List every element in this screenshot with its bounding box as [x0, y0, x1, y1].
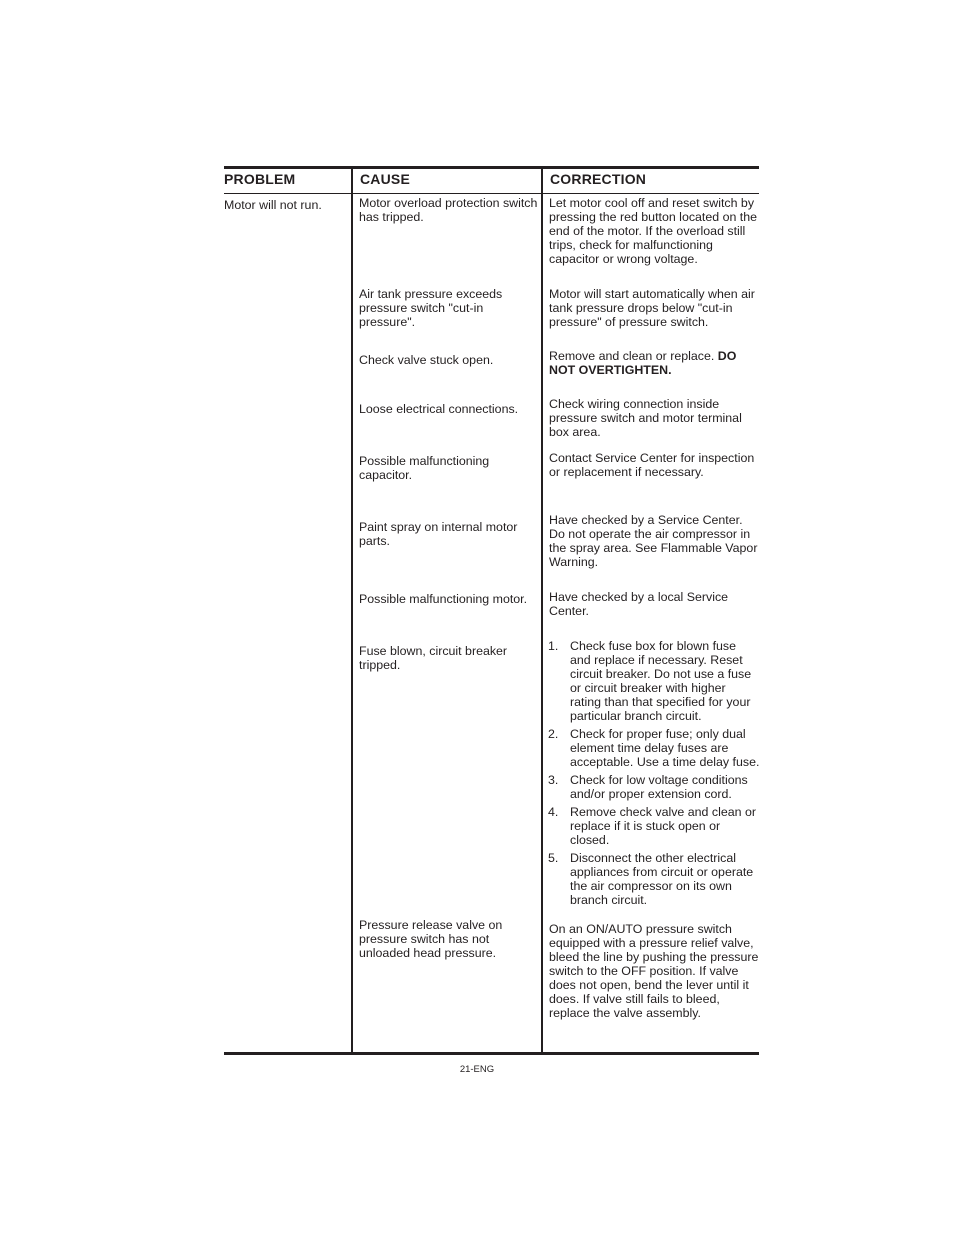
problem-text: Motor will not run.: [224, 198, 322, 212]
step-text: Check for low voltage conditions and/or proper extension cord.: [570, 773, 748, 801]
cause-8: Pressure release valve on pressure switch has not unloaded head pressure.: [359, 918, 503, 960]
step-number: 1.: [548, 639, 559, 653]
step-number: 2.: [548, 727, 559, 741]
correction-3: Check wiring connection inside pressure switch and motor terminal box area.: [549, 397, 742, 439]
correction-7-steps: [548, 639, 760, 911]
cause-5: Paint spray on internal motor parts.: [359, 520, 518, 548]
correction-2-text: Remove and clean or replace.: [549, 349, 715, 363]
correction-0: Let motor cool off and reset switch by pressing the red button located on the end of the motor. If the overload still trips, check for malfunctioning capacitor or wrong voltage.: [549, 196, 758, 266]
cause-1: Air tank pressure exceeds pressure switch "cut-in pressure".: [359, 287, 503, 329]
list-item: [548, 851, 760, 907]
table-bottom-rule: [224, 1052, 759, 1055]
correction-1: Motor will start automatically when air tank pressure drops below "cut-in pressure" of pressure switch.: [549, 287, 755, 329]
correction-2-warning: DO NOT OVERTIGHTEN.: [549, 349, 737, 377]
cause-7: Fuse blown, circuit breaker tripped.: [359, 644, 508, 672]
cause-4: Possible malfunctioning capacitor.: [359, 454, 490, 482]
step-text: Remove check valve and clean or replace if it is stuck open or closed.: [570, 805, 756, 847]
list-item: [548, 805, 760, 847]
column-divider-1: [351, 168, 353, 1052]
list-item: [548, 639, 760, 723]
step-text: Check for proper fuse; only dual element time delay fuses are acceptable. Use a time delay fuse.: [570, 727, 760, 769]
header-cause: CAUSE: [360, 171, 411, 187]
step-number: 3.: [548, 773, 559, 787]
cause-2: Check valve stuck open.: [359, 353, 494, 367]
step-number: 4.: [548, 805, 559, 819]
correction-5: Have checked by a Service Center. Do not operate the air compressor in the spray area. See Flammable Vapor Warning.: [549, 513, 758, 569]
header-correction: CORRECTION: [550, 171, 647, 187]
step-text: Disconnect the other electrical appliances from circuit or operate the air compressor on its own branch circuit.: [570, 851, 754, 907]
column-divider-2: [541, 168, 543, 1052]
cause-6: Possible malfunctioning motor.: [359, 592, 528, 606]
correction-8: On an ON/AUTO pressure switch equipped with a pressure relief valve, bleed the line by pushing the pressure switch to the OFF position. If valve does not open, bend the lever until it does. If valve still fails to bleed, replace the valve assembly.: [549, 922, 759, 1020]
correction-4: Contact Service Center for inspection or replacement if necessary.: [549, 451, 755, 479]
step-text: Check fuse box for blown fuse and replace if necessary. Reset circuit breaker. Do not use a fuse or circuit breaker with higher rating than that specified for your particular branch circuit.: [570, 639, 752, 723]
list-item: [548, 773, 760, 801]
correction-6: Have checked by a local Service Center.: [549, 590, 729, 618]
cause-0: Motor overload protection switch has tripped.: [359, 196, 538, 224]
header-problem: PROBLEM: [224, 171, 296, 187]
page-number: 21-ENG: [459, 1064, 495, 1075]
cause-3: Loose electrical connections.: [359, 402, 519, 416]
step-number: 5.: [548, 851, 559, 865]
list-item: [548, 727, 760, 769]
table-header-rule: [224, 193, 759, 194]
table-top-rule: [224, 166, 759, 169]
correction-2: [549, 349, 759, 377]
